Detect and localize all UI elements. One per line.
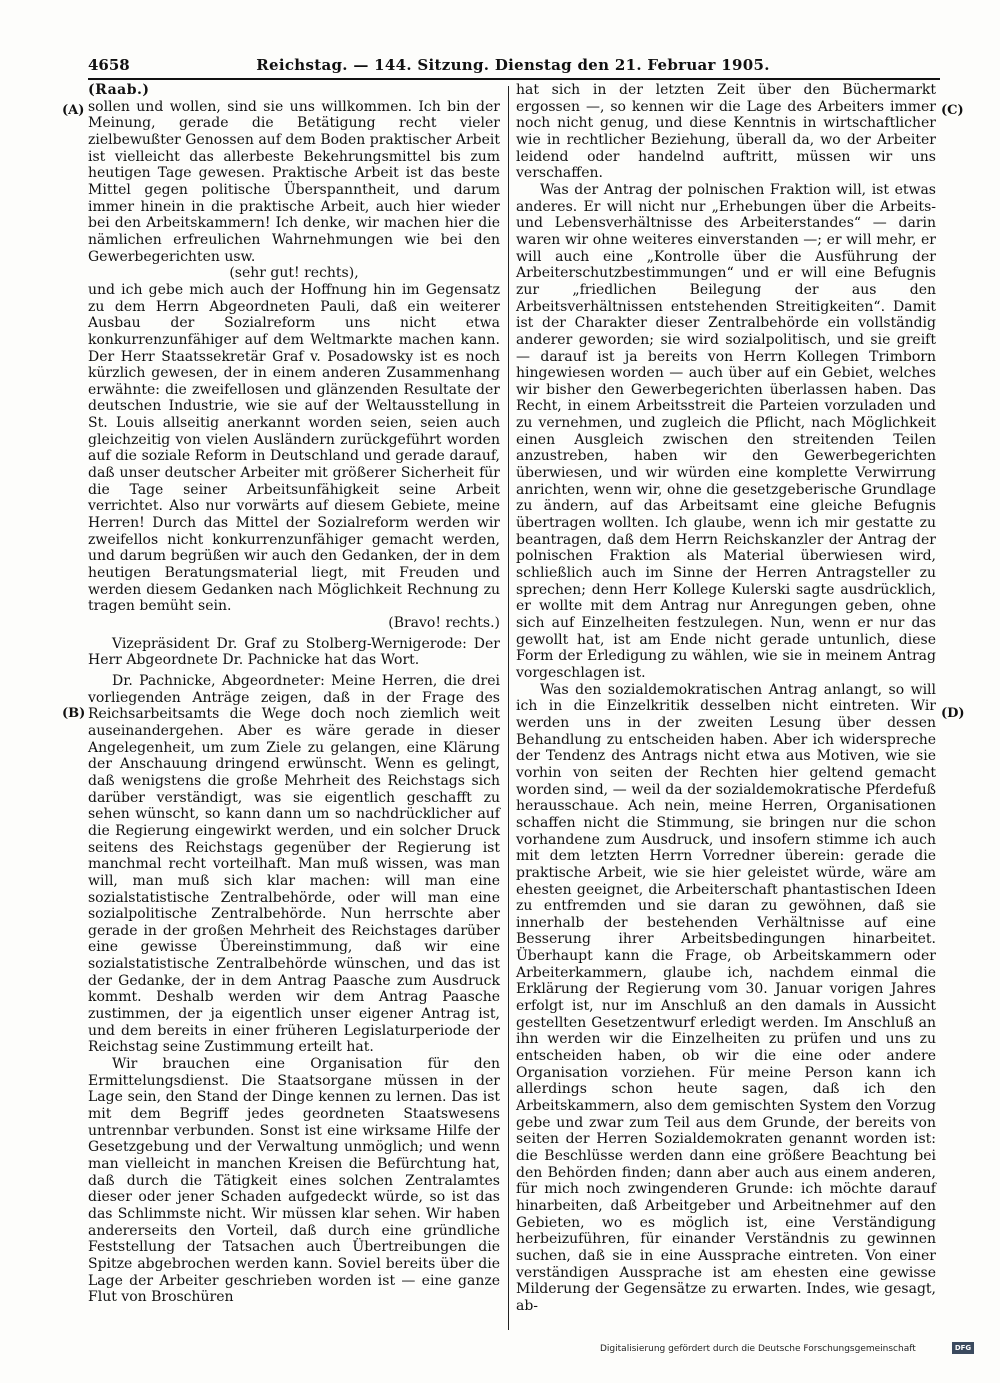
paragraph: Wir brauchen eine Organisation für den Ermittelungsdienst. Die Staatsorgane müssen in der Lage sein, den Stand der Dinge kennen zu lernen. Das ist mit dem Begriff jedes geordneten Staatswesens untrennbar verbunden. Sonst ist eine wirksame Hilfe der Gesetzgebung und der Verwaltung unmöglich; und wenn man vielleicht in manchen Kreisen die Befürchtung hat, daß durch die Tätigkeit eines solchen Zentralamtes dieser oder jener Schaden aufgedeckt würde, so ist das das Schlimmste nicht. Wir müssen klar sehen. Wir haben andererseits den Vorteil, daß durch eine gründliche Feststellung der Tatsachen auch Übertreibungen die Spitze abgebrochen werden kann. Soviel bereits über die Lage der Arbeiter geschrieben worden ist — eine ganze Flut von Broschüren xyxy=(88,1056,500,1306)
speaker-tag: (Raab.) xyxy=(88,82,150,98)
margin-marker-a: (A) xyxy=(62,103,85,118)
right-column xyxy=(516,82,936,1315)
footer-credit: Digitalisierung gefördert durch die Deutsche Forschungsgemeinschaft xyxy=(600,1344,916,1354)
dfg-logo: DFG xyxy=(952,1342,974,1354)
header-rule xyxy=(88,78,940,80)
interjection: (Bravo! rechts.) xyxy=(388,615,500,631)
page-number: 4658 xyxy=(88,56,130,74)
paragraph: Was der Antrag der polnischen Fraktion will, ist etwas anderes. Er will nicht nur „Erhebungen über die Arbeits- und Lebensverhältnisse des Arbeiterstandes“ — darin waren wir ohne weiteres einverstanden —; er will mehr, er will auch eine „Kontrolle über die Ausführung der Arbeiterschutzbestimmungen“ und er will eine Befugnis zur „friedlichen Beilegung der aus den Arbeitsverhältnissen entstehenden Streitigkeiten“. Damit ist der Charakter dieser Zentralbehörde ein vollständig anderer geworden; sie wird sozialpolitisch, und sie greift — darauf ist ja bereits von Herrn Kollegen Trimborn hingewiesen worden — auch über auf ein Gebiet, welches wir bisher den Gewerbegerichten überlassen haben. Das Recht, in einem Arbeitsstreit die Parteien vorzuladen und zu vernehmen, und zugleich die Pflicht, nach Möglichkeit einen Ausgleich zwischen den streitenden Teilen anzustreben, haben wir den Gewerbegerichten überwiesen, und wir würden eine komplette Verwirrung anrichten, wenn wir, ohne die gesetzgeberische Grundlage zu ändern, auf das Arbeitsamt eine gleiche Befugnis übertragen wollten. Ich glaube, wenn ich mir gestatte zu beantragen, daß dem Herrn Reichskanzler der Antrag der polnischen Fraktion als Material überwiesen wird, schließlich auch im Sinne der Herren Antragsteller zu sprechen; denn Herr Kollege Kulerski sagte ausdrücklich, er wollte mit dem Antrag nur Anregungen geben, ohne sich auf Einzelheiten festzulegen. Nun, wenn er nur das gewollt hat, ist am Ende nicht gerade untunlich, diese Form der Erledigung zu wählen, wie sie in meinem Antrag vorgeschlagen ist. xyxy=(516,181,936,681)
margin-marker-d: (D) xyxy=(941,706,965,721)
margin-marker-b: (B) xyxy=(62,706,86,721)
running-title: Reichstag. — 144. Sitzung. Dienstag den 21. Februar 1905. xyxy=(256,56,770,74)
interjection: (sehr gut! rechts), xyxy=(229,265,359,282)
paragraph: sollen und wollen, sind sie uns willkommen. Ich bin der Meinung, gerade die Betätigung recht vieler zielbewußter Genossen auf dem Boden praktischer Arbeit ist vielleicht das allerbeste Bekehrungsmittel bis zum heutigen Tage gewesen. Praktische Arbeit ist das beste Mittel gegen politische Überspanntheit, und darum immer hinein in die praktische Arbeit, auch hier wieder bei den Arbeitskammern! Ich denke, wir machen hier die nämlichen erfreulichen Wahrnehmungen wie bei den Gewerbegerichten usw. xyxy=(88,98,500,265)
column-divider xyxy=(508,86,509,1330)
paragraph: und ich gebe mich auch der Hoffnung hin im Gegensatz zu dem Herrn Abgeordneten Pauli, daß ein weiterer Ausbau der Sozialreform uns nicht etwa konkurrenzunfähiger auf dem Weltmarkte machen kann. Der Herr Staatssekretär Graf v. Posadowsky ist es noch kürzlich gewesen, der in einem anderen Zusammenhang erwähnte: die zweifellosen und glänzenden Resultate der deutschen Industrie, wie sie auf der Weltausstellung in St. Louis allseitig anerkannt worden seien, seien auch gleichzeitig von vielen Ausländern zurückgeführt worden auf die soziale Reform in Deutschland und gerade darauf, daß unser deutscher Arbeiter mit größerer Sicherheit für die Tage seiner Arbeitsunfähigkeit seine Arbeit verrichtet. Also nur vorwärts auf diesem Gebiete, meine Herren! Durch das Mittel der Sozialreform werden wir zweifellos nicht konkurrenzunfähiger gemacht werden, und darum begrüßen wir auch den Gedanken, der in dem heutigen Beratungsmaterial liegt, mit Freuden und werden diesem Gedanken nach Möglichkeit Rechnung zu tragen bemüht sein. xyxy=(88,281,500,615)
paragraph: Was den sozialdemokratischen Antrag anlangt, so will ich in die Einzelkritik desselben nicht eintreten. Wir werden uns in der zweiten Lesung über dessen Behandlung zu entscheiden haben. Aber ich widerspreche der Tendenz des Antrags nicht etwa aus Motiven, wie sie vorhin von seiten der Rechten hier geltend gemacht worden sind, — weil da der sozialdemokratische Pferdefuß herausschaue. Ach nein, meine Herren, Organisationen schaffen nicht die Stimmung, sie bringen nur die schon vorhandene zum Ausdruck, und insofern stimme ich auch mit dem letzten Herrn Vorredner überein: gerade die praktische Arbeit, wie sie hier geleistet würde, wäre am ehesten geeignet, die Arbeiterschaft phantastischen Ideen zu entfremden und sie daran zu gewöhnen, daß sie innerhalb der bestehenden Verhältnisse auf eine Besserung ihrer Arbeitsbedingungen hinarbeitet. Überhaupt kann die Frage, ob Arbeitskammern oder Arbeiterkammern, glaube ich, nachdem einmal die Erklärung der Regierung vom 30. Januar vorigen Jahres erfolgt ist, nur im Anschluß an den damals in Aussicht gestellten Gesetzentwurf erledigt werden. Im Anschluß an ihn werden wir die Einzelheiten zu prüfen und uns zu entscheiden haben, ob wir die eine oder andere Organisation vorziehen. Für meine Person kann ich allerdings schon heute sagen, daß ich den Arbeitskammern, also dem gemischten System den Vorzug gebe und zwar zum Teil aus dem Grunde, der bereits von seiten der Herren Sozialdemokraten genannt worden ist: die Beschlüsse werden dann eine größere Beachtung bei den Behörden finden; dann aber auch aus einem anderen, für mich noch zwingenderen Grunde: ich möchte darauf hinarbeiten, daß Arbeitgeber und Arbeitnehmer auf den Gebieten, wo es möglich ist, eine Verständigung herbeizuführen, für einander Verständnis zu gewinnen suchen, daß sie in eine Aussprache eintreten. Von einer verständigen Aussprache ist am ehesten eine gewisse Milderung der Gegensätze zu erwarten. Indes, wie gesagt, ab- xyxy=(516,681,936,1314)
page-header xyxy=(88,56,938,78)
footer xyxy=(590,1341,980,1359)
paragraph: hat sich in der letzten Zeit über den Büchermarkt ergossen —, so kennen wir die Lage des Arbeiters immer noch nicht genug, und diese Kenntnis in wirtschaftlicher wie in rechtlicher Beziehung, überall da, wo der Arbeiter leidend oder handelnd auftritt, müssen wir uns verschaffen. xyxy=(516,82,936,182)
margin-marker-c: (C) xyxy=(941,103,964,118)
speaker-paragraph: Dr. Pachnicke, Abgeordneter: Meine Herren, die drei vorliegenden Anträge zeigen, daß in der Frage des Reichsarbeitsamts die Wege doch noch ziemlich weit auseinandergehen. Aber es wäre gerade in dieser Angelegenheit, um zum Ziele zu gelangen, eine Klärung der Anschauung dringend erwünscht. Wenn es gelingt, daß wenigstens die große Mehrheit des Reichstags sich darüber verständigt, was sie eigentlich geschafft zu sehen wünscht, so kann dann um so nachdrücklicher auf die Regierung eingewirkt werden, und ein solcher Druck seitens des Reichstags gegenüber der Regierung ist manchmal recht vorteilhaft. Man muß wissen, was man will, man muß sich klar machen: will man eine sozialstatistische Zentralbehörde, oder will man eine sozialpolitische Zentralbehörde. Nun herrschte aber gerade in der großen Mehrheit des Reichstages darüber eine gewisse Übereinstimmung, daß wir eine sozialstatistische Zentralbehörde wünschen, und das ist der Gedanke, der in dem Antrag Paasche zum Ausdruck kommt. Deshalb werden wir dem Antrag Paasche zustimmen, der ja eigentlich unser eigener Antrag ist, und dem bereits in einer früheren Legislaturperiode der Reichstag seine Zustimmung erteilt hat. xyxy=(88,672,500,1056)
speaker-paragraph: Vizepräsident Dr. Graf zu Stolberg-Wernigerode: Der Herr Abgeordnete Dr. Pachnicke hat das Wort. xyxy=(88,635,500,669)
left-column xyxy=(88,82,500,1306)
